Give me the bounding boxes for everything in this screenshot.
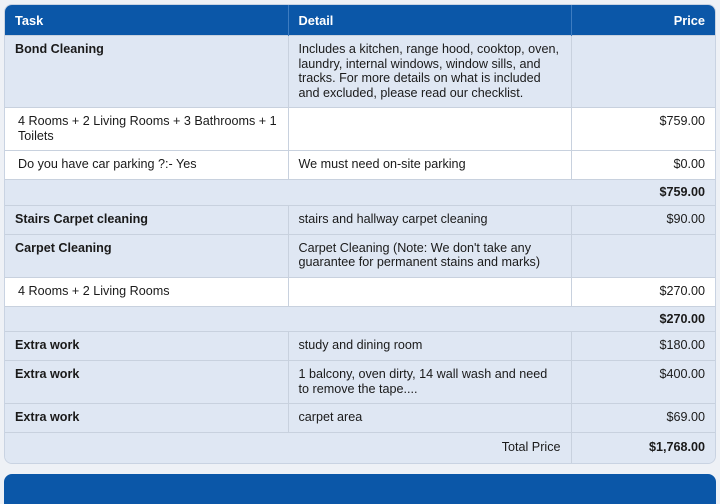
subitem-price: $270.00 [571,277,715,306]
subitem-detail [288,108,571,151]
task-price: $69.00 [571,404,715,433]
task-price [571,234,715,277]
subitem-name: Do you have car parking ?:- Yes [5,151,288,180]
task-name: Bond Cleaning [5,36,288,108]
table-row-subitem [5,277,715,306]
table-row-total [5,433,715,463]
table-row-task [5,404,715,433]
task-detail: 1 balcony, oven dirty, 14 wall wash and need to remove the tape.... [288,361,571,404]
table-row-task [5,332,715,361]
task-price: $90.00 [571,205,715,234]
total-price-label: Total Price [5,433,571,463]
subtotal-value: $759.00 [5,180,715,206]
task-name: Extra work [5,332,288,361]
task-detail: Carpet Cleaning (Note: We don't take any guarantee for permanent stains and marks) [288,234,571,277]
table-row-task [5,205,715,234]
column-header-price: Price [571,5,715,36]
task-price: $400.00 [571,361,715,404]
subitem-detail: We must need on-site parking [288,151,571,180]
table-row-task [5,234,715,277]
subitem-name: 4 Rooms + 2 Living Rooms [5,277,288,306]
next-section-header-bar [4,474,716,504]
table-header [5,5,715,36]
column-header-task: Task [5,5,288,36]
task-detail: stairs and hallway carpet cleaning [288,205,571,234]
subtotal-value: $270.00 [5,306,715,332]
subitem-price: $759.00 [571,108,715,151]
table-row-task [5,361,715,404]
table-row-subtotal [5,306,715,332]
task-name: Extra work [5,361,288,404]
subitem-name: 4 Rooms + 2 Living Rooms + 3 Bathrooms + 1 Toilets [5,108,288,151]
task-detail: study and dining room [288,332,571,361]
quote-table-container [4,4,716,464]
table-row-subtotal [5,180,715,206]
subitem-price: $0.00 [571,151,715,180]
table-row-task [5,36,715,108]
table-row-subitem [5,108,715,151]
total-price-value: $1,768.00 [571,433,715,463]
task-name: Extra work [5,404,288,433]
task-name: Carpet Cleaning [5,234,288,277]
task-price [571,36,715,108]
subitem-detail [288,277,571,306]
task-detail: Includes a kitchen, range hood, cooktop, oven, laundry, internal windows, window sills, and tracks. For more details on what is included and excluded, please read our checklist. [288,36,571,108]
task-price: $180.00 [571,332,715,361]
quote-table [5,5,715,463]
table-body [5,36,715,463]
table-row-subitem [5,151,715,180]
column-header-detail: Detail [288,5,571,36]
task-name: Stairs Carpet cleaning [5,205,288,234]
task-detail: carpet area [288,404,571,433]
